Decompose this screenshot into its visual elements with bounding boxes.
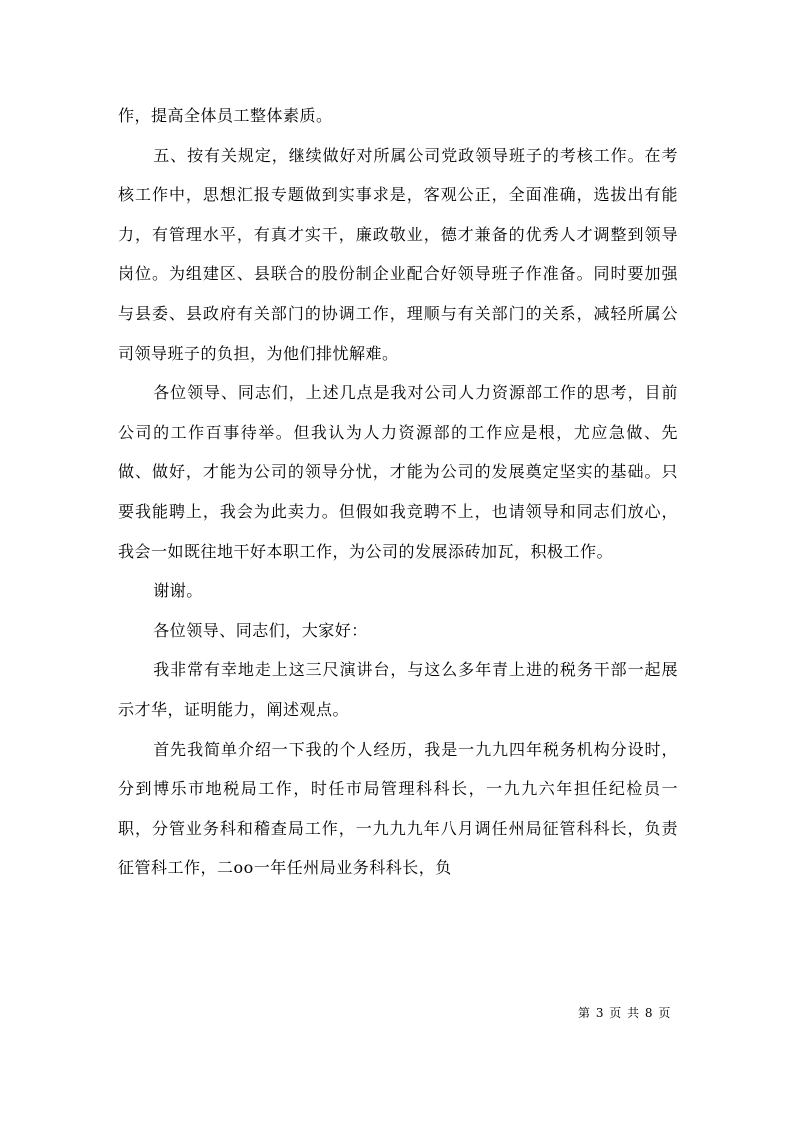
page-number-footer: 第 3 页 共 8 页 xyxy=(578,1006,672,1020)
paragraph-greeting: 各位领导、同志们，大家好： xyxy=(153,620,368,640)
paragraph-thanks: 谢谢。 xyxy=(153,581,203,601)
paragraph-assessment-work: 五、按有关规定，继续做好对所属公司党政领导班子的考核工作。在考核工作中，思想汇报专题做到实事求是，客观公正，全面准确，选拔出有能力，有管理水平，有真才实干，廉政敬业，德才兼备的优秀人才调整到领导岗位。为组建区、县联合的股份制企业配合好领导班子作准备。同时要加强与县委、县政府有关部门的协调工作，理顺与有关部门的关系，减轻所属公司领导班子的负担，为他们排忧解难。 xyxy=(118,145,678,363)
paragraph-introduction: 我非常有幸地走上这三尺演讲台，与这么多年青上进的税务干部一起展示才华，证明能力，阐述观点。 xyxy=(118,660,678,719)
document-body xyxy=(118,96,678,888)
paragraph-continuation: 作，提高全体员工整体素质。 xyxy=(118,106,333,125)
paragraph-closing-remarks: 各位领导、同志们，上述几点是我对公司人力资源部工作的思考，目前公司的工作百事待举。但我认为人力资源部的工作应是根，尤应急做、先做、做好，才能为公司的领导分忧，才能为公司的发展奠定坚实的基础。只要我能聘上，我会为此卖力。但假如我竞聘不上，也请领导和同志们放心，我会一如既往地干好本职工作，为公司的发展添砖加瓦，积极工作。 xyxy=(118,383,678,561)
paragraph-personal-history: 首先我简单介绍一下我的个人经历，我是一九九四年税务机构分设时，分到博乐市地税局工作，时任市局管理科科长，一九九六年担任纪检员一职，分管业务科和稽查局工作，一九九九年八月调任州局征管科科长，负责征管科工作，二oo一年任州局业务科科长，负 xyxy=(118,739,678,878)
